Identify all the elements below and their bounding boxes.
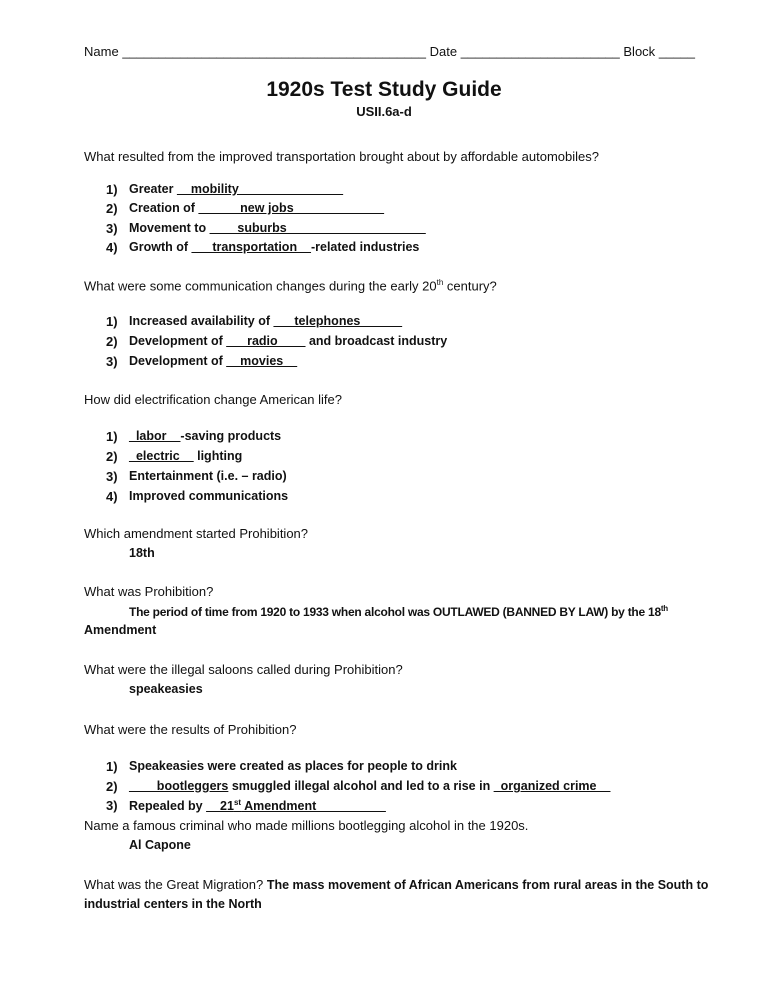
list-item — [129, 221, 426, 235]
list-number: 3) — [106, 469, 118, 484]
list-item — [129, 489, 288, 503]
list-number: 1) — [106, 182, 118, 197]
list-number: 2) — [106, 449, 118, 464]
name-field[interactable]: __________________________________________ — [122, 44, 426, 59]
list-item — [129, 314, 402, 328]
answer-text-end: Amendment__________ — [241, 799, 386, 814]
list-item — [129, 354, 297, 368]
q2-text-end: century? — [443, 278, 497, 294]
page-subtitle: USII.6a-d — [356, 104, 412, 119]
list-number: 2) — [106, 201, 118, 216]
question-5: What was Prohibition? — [84, 584, 214, 599]
blank-answer: ___radio____ — [226, 334, 306, 348]
item-text: and broadcast industry — [305, 334, 448, 348]
list-number: 2) — [106, 334, 118, 349]
list-item — [129, 182, 343, 196]
answer-9: The mass movement of African Americans from rural areas in the South to — [266, 878, 709, 892]
list-number: 1) — [106, 314, 118, 329]
question-9-text: What was the Great Migration? — [84, 877, 264, 892]
list-item — [129, 469, 287, 483]
answer-5-line2: Amendment — [84, 623, 157, 637]
answer-8: Al Capone — [129, 838, 191, 852]
list-item — [129, 449, 242, 463]
item-text: Development of — [129, 334, 227, 348]
answer-4: 18th — [129, 546, 155, 560]
question-2 — [84, 278, 497, 293]
list-item — [129, 779, 610, 793]
block-label: Block — [623, 44, 656, 59]
question-4: Which amendment started Prohibition? — [84, 526, 309, 541]
list-number: 2) — [106, 779, 118, 794]
list-item — [129, 201, 384, 215]
block-field[interactable]: _____ — [658, 44, 695, 59]
blank-answer: ____suburbs____________________ — [209, 221, 426, 235]
item-text: Improved communications — [129, 489, 289, 503]
blank-answer: ____bootleggers — [129, 779, 229, 793]
answer-5-sup: th — [660, 604, 668, 613]
item-text: lighting — [193, 449, 243, 463]
list-item — [129, 798, 386, 813]
list-number: 1) — [106, 429, 118, 444]
answer-5-text: The period of time from 1920 to 1933 when alcohol was OUTLAWED (BANNED BY LAW) by the 18 — [129, 605, 661, 619]
name-label: Name — [84, 44, 119, 59]
question-7: What were the results of Prohibition? — [84, 722, 297, 737]
blank-answer: _organized crime__ — [493, 779, 611, 793]
item-text: Entertainment (i.e. – radio) — [129, 469, 287, 483]
header-line — [84, 44, 695, 59]
item-text: Development of — [129, 354, 227, 368]
item-text: Movement to — [129, 221, 210, 235]
question-3: How did electrification change American life? — [84, 392, 342, 407]
list-number: 1) — [106, 759, 118, 774]
page-title: 1920s Test Study Guide — [266, 78, 502, 101]
q2-text: What were some communication changes during the early 20 — [84, 278, 437, 294]
list-item — [129, 334, 447, 348]
list-number: 4) — [106, 240, 118, 255]
answer-6: speakeasies — [129, 682, 203, 696]
item-text: Increased availability of — [129, 314, 274, 328]
question-1: What resulted from the improved transportation brought about by affordable automobiles? — [84, 149, 600, 164]
date-label: Date — [429, 44, 458, 59]
answer-5 — [129, 604, 668, 619]
answer-sup: st — [233, 798, 242, 807]
list-number: 3) — [106, 798, 118, 813]
answer-text: __21 — [206, 799, 234, 814]
question-6: What were the illegal saloons called during Prohibition? — [84, 662, 403, 677]
item-text: Growth of — [129, 240, 192, 254]
q2-sup: th — [436, 278, 444, 287]
question-8: Name a famous criminal who made millions bootlegging alcohol in the 1920s. — [84, 818, 529, 833]
list-item — [129, 240, 419, 254]
item-text: Repealed by — [129, 799, 207, 814]
list-item — [129, 429, 281, 443]
answer-9-line2: industrial centers in the North — [84, 897, 262, 911]
question-9 — [84, 877, 708, 892]
list-item: Speakeasies were created as places for people to drink — [129, 759, 457, 773]
item-text: -saving products — [180, 429, 282, 443]
item-text: smuggled illegal alcohol and led to a rise in — [228, 779, 494, 793]
date-field[interactable]: ______________________ — [460, 44, 620, 59]
list-number: 4) — [106, 489, 118, 504]
blank-answer: _labor__ — [129, 429, 181, 443]
blank-answer: __mobility_______________ — [176, 182, 344, 196]
blank-answer — [206, 799, 386, 813]
item-text: Greater — [129, 182, 177, 196]
list-number: 3) — [106, 354, 118, 369]
blank-answer: ___telephones______ — [273, 314, 403, 328]
blank-answer: ___transportation__ — [191, 240, 311, 254]
blank-answer: _electric__ — [129, 449, 194, 463]
item-text: -related industries — [310, 240, 420, 254]
list-number: 3) — [106, 221, 118, 236]
blank-answer: ______new jobs_____________ — [198, 201, 385, 215]
blank-answer: __movies__ — [226, 354, 298, 368]
item-text: Creation of — [129, 201, 199, 215]
